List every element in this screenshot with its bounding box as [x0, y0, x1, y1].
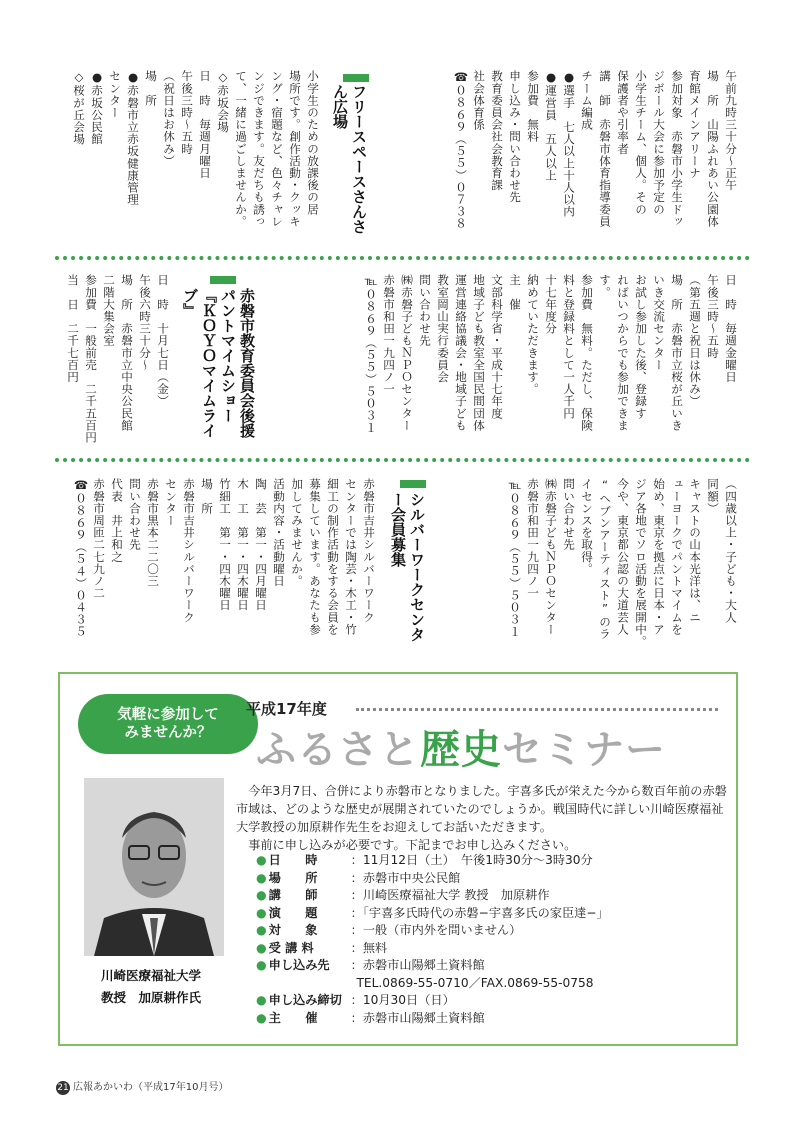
section-marker: [343, 74, 369, 82]
activity-line: 日 時 毎週金曜日: [724, 274, 738, 383]
detail-value: 11月12日（土） 午後1時30分〜3時30分: [362, 853, 593, 867]
pantomime-cast: [506, 478, 740, 656]
silver-line: 代表 井上和之: [110, 478, 124, 563]
dodgeball-line: 教育委員会社会教育課: [490, 70, 504, 191]
silver-line: 木 工 第一・四木曜日: [236, 478, 250, 612]
detail-value: 赤磐市山陽郷土資料館: [362, 958, 485, 972]
dodgeball-line: 午前九時三十分～正午: [724, 70, 738, 191]
dodgeball-line: 保護者や引率者: [616, 70, 630, 155]
invite-bubble: [78, 694, 258, 754]
activity-line: いき交流センター: [652, 274, 666, 371]
pantomime-title: [180, 288, 256, 448]
pantomime-line: 参加費 一般前売 二千五百円: [84, 274, 98, 444]
seminar-box: [58, 672, 738, 1046]
detail-row: [256, 940, 609, 958]
dodgeball-line: 社会体育係: [472, 70, 486, 131]
silver-line: 赤磐市吉井シルバーワーク: [182, 478, 196, 624]
pantomime-line: 当 日 二千七百円: [66, 274, 80, 383]
cast-line: ℡０８６９（５５）５０３１: [508, 478, 522, 638]
cast-line: 同額）: [706, 478, 720, 515]
dodgeball-line: ●運営員 五人以上: [544, 70, 558, 182]
cast-line: 始め、東京を拠点に日本・ア: [652, 478, 666, 636]
silver-title: [388, 492, 426, 652]
detail-row: [256, 1010, 609, 1028]
activity-line: 午後三時～五時: [706, 274, 720, 359]
detail-colon: ：: [350, 870, 363, 885]
detail-row: [256, 992, 609, 1010]
page-footer: [56, 1078, 228, 1095]
cast-line: ジア各地でソロ活動を展開中。: [634, 478, 648, 648]
photo-caption: 教授 加原耕作氏: [100, 990, 201, 1005]
freespace-line: センター: [108, 70, 122, 119]
bullet-icon: ●: [256, 905, 267, 920]
freespace-line: （祝日はお休み）: [162, 70, 176, 167]
dotted-rule: [356, 708, 718, 711]
freespace-title-line: フリースペース: [350, 84, 368, 189]
title-post: セミナー: [502, 727, 666, 773]
detail-colon: ：: [350, 1010, 363, 1025]
dodgeball-line: 参加対象 赤磐市小学生ドッ: [670, 70, 684, 228]
freespace-line: て、一緒に過ごしませんか。: [234, 70, 248, 228]
silver-line: 募集しています。あなたも参: [308, 478, 322, 636]
activity-line: す。: [598, 274, 612, 299]
activity-line: 場 所 赤磐市立桜が丘いき: [670, 274, 684, 432]
pantomime-body: [52, 274, 172, 444]
freespace-line: ンジできます。友だちも誘っ: [252, 70, 266, 228]
activity-line: ㈱赤磐子どもＮＰＯセンター: [400, 274, 414, 432]
detail-row: [256, 975, 609, 993]
seminar-intro: [236, 782, 730, 854]
bubble-line: みませんか？: [124, 725, 212, 741]
cast-line: ューヨークでパントマイムを: [670, 478, 684, 636]
divider: [55, 458, 750, 462]
cast-line: ㈱赤磐子どもＮＰＯセンター: [544, 478, 558, 636]
activity-line: お試し参加した後、登録す: [634, 274, 648, 420]
freespace-body: [52, 70, 322, 270]
freespace-line: ●赤坂公民館: [90, 70, 104, 145]
detail-colon: ：: [350, 905, 363, 920]
silver-line: 赤磐市黒本二二〇三: [146, 478, 160, 587]
bullet-icon: ●: [256, 853, 267, 867]
detail-colon: ：: [350, 940, 363, 955]
dodgeball-line: 講 師 赤磐市体育指導委員: [598, 70, 612, 228]
detail-label: 場 所: [268, 870, 318, 885]
freespace-title: [330, 84, 368, 244]
dodgeball-line: ●選手 七人以上十人以内: [562, 70, 576, 218]
dodgeball-line: 申し込み・問い合わせ先: [508, 70, 522, 204]
seminar-title: [256, 718, 666, 775]
detail-label: 講 師: [268, 888, 318, 902]
silver-line: ☎０８６９（５４）０４３５: [74, 478, 88, 638]
silver-body: [52, 478, 378, 656]
section-marker: [400, 480, 426, 488]
activity-line: 文部科学省・平成十七年度: [490, 274, 504, 420]
divider: [55, 256, 750, 260]
activity-line: 十七年度分: [544, 274, 558, 335]
intro-note: 事前に申し込みが必要です。下記までお申し込みください。: [248, 838, 577, 852]
freespace-line: 午後三時～五時: [180, 70, 194, 155]
activity-line: 教室岡山実行委員会: [436, 274, 450, 383]
detail-label: 対 象: [268, 923, 318, 937]
silver-line: 赤磐市周匝二七九ノ二: [92, 478, 106, 599]
footer-text: 広報あかいわ（平成17年10月号）: [73, 1082, 229, 1093]
bullet-icon: ●: [256, 870, 267, 885]
detail-value: 赤磐市中央公民館: [362, 870, 461, 885]
title-highlight: 歴史: [420, 727, 502, 773]
dodgeball-line: 参加費 無料: [526, 70, 540, 143]
intro-paragraph: 今年3月7日、合併により赤磐市となりました。宇喜多氏が栄えた今から数百年前の赤磐市域は、どのような歴史が展開されていたのでしょうか。戦国時代に詳しい川崎医療福祉大学教授の加原耕作先生をお迎えしてお話いただきます。: [236, 784, 727, 834]
activity-line: 問い合わせ先: [418, 274, 432, 347]
cast-line: キャストの山本光洋は、ニ: [688, 478, 702, 624]
pantomime-line: 日 時 十月七日（金）: [156, 274, 170, 408]
activity-line: 納めていただきます。: [526, 274, 540, 395]
activity-line: 主 催: [508, 274, 522, 311]
freespace-line: 場所です。創作活動・クッキ: [288, 70, 302, 228]
page-number: 21: [57, 1083, 69, 1093]
detail-row: [256, 905, 609, 923]
dodgeball-details: [452, 70, 740, 270]
activity-line: 参加費 無料。ただし、保険: [580, 274, 594, 432]
pantomime-title-line: 赤磐市教育委員会後援: [238, 288, 256, 438]
silver-line: 細工の制作活動をする会員を: [326, 478, 340, 636]
silver-line: 陶 芸 第一・四月曜日: [254, 478, 268, 612]
dodgeball-line: ☎０８６９（５５）０７３８: [454, 70, 468, 230]
detail-value: 川崎医療福祉大学 教授 加原耕作: [362, 888, 550, 902]
photo-caption: 川崎医療福祉大学: [100, 968, 201, 983]
seminar-year: 平成17年度: [246, 700, 327, 718]
title-pre: ふるさと: [256, 727, 420, 773]
freespace-title-line: さんさん広場: [331, 84, 368, 234]
section-marker: [210, 276, 236, 284]
detail-label: 日 時: [268, 853, 318, 867]
activity-line: （第五週と祝日は休み）: [688, 274, 702, 408]
bullet-icon: ●: [256, 958, 267, 972]
silver-line: 問い合わせ先: [128, 478, 142, 551]
bubble-line: 気軽に参加して: [117, 707, 219, 723]
detail-row: [256, 887, 609, 905]
bullet-icon: ●: [256, 993, 267, 1007]
detail-label: 主 催: [268, 1010, 318, 1025]
freespace-line: ◇赤坂会場: [216, 70, 230, 133]
cast-line: 赤磐市和田一九四ノ一: [526, 478, 540, 599]
activity-line: 赤磐市和田一九四ノ一: [382, 274, 396, 395]
cast-line: イセンスを取得。: [580, 478, 594, 575]
cast-line: 問い合わせ先: [562, 478, 576, 551]
dodgeball-line: 育館メインアリーナ: [688, 70, 702, 179]
detail-row: [256, 922, 609, 940]
silver-line: 加してみませんか。: [290, 478, 304, 587]
detail-colon: ：: [350, 888, 363, 902]
detail-row: [256, 852, 609, 870]
freespace-line: ング・宿題など、色々チャレ: [270, 70, 284, 228]
silver-line: センター: [164, 478, 178, 527]
bullet-icon: ●: [256, 888, 267, 902]
detail-colon: ：: [350, 958, 363, 972]
freespace-line: ●赤磐市立赤坂健康管理: [126, 70, 140, 206]
bullet-icon: [256, 976, 260, 990]
cast-line: 今や、東京都公認の大道芸人: [616, 478, 630, 636]
detail-label: 受 講 料: [268, 940, 314, 955]
bullet-icon: ●: [256, 1010, 267, 1025]
activity-line: 料と登録料として一人千円: [562, 274, 576, 420]
freespace-line: 場 所: [144, 70, 158, 107]
detail-label: 演 題: [268, 905, 318, 920]
silver-line: 活動内容・活動曜日: [272, 478, 286, 587]
detail-value: 赤磐市山陽郷土資料館: [362, 1010, 485, 1025]
pantomime-line: 二階大集会室: [102, 274, 116, 347]
pantomime-line: 午後六時三十分～: [138, 274, 152, 371]
pantomime-title-line: 『ＫＯＹＯマイムライブ』: [181, 288, 218, 438]
bullet-icon: ●: [256, 923, 267, 937]
pantomime-line: 場 所 赤磐市立中央公民館: [120, 274, 134, 432]
detail-row: [256, 870, 609, 888]
detail-colon: ：: [350, 923, 363, 937]
detail-value: 一般（市内外を問いません）: [362, 923, 522, 937]
cast-line: “ヘブンアーティスト”のラ: [598, 478, 612, 641]
detail-colon: ：: [350, 993, 363, 1007]
detail-colon: ：: [350, 853, 363, 867]
dodgeball-line: 小学生チーム、個人。その: [634, 70, 648, 216]
cast-line: （四歳以上・子ども・大人: [724, 478, 738, 624]
freespace-line: 日 時 毎週月曜日: [198, 70, 212, 179]
dodgeball-line: チーム編成: [580, 70, 594, 131]
dodgeball-line: ジボール大会に参加予定の: [652, 70, 666, 216]
silver-line: 赤磐市吉井シルバーワーク: [362, 478, 376, 624]
silver-line: 竹細工 第一・四木曜日: [218, 478, 232, 612]
detail-value: 無料: [362, 940, 388, 955]
detail-colon: [344, 976, 356, 990]
silver-title-line: センター会員募集: [389, 492, 426, 642]
portrait-image: [84, 778, 224, 956]
detail-label: 申し込み締切: [268, 993, 342, 1007]
freespace-line: ◇桜が丘会場: [72, 70, 86, 145]
detail-value: 10月30日（日）: [362, 993, 455, 1007]
activity-line: 地域子ども教室全国民間団体: [472, 274, 486, 432]
silver-line: センターでは陶芸・木工・竹: [344, 478, 358, 636]
activity-line: ℡０８６９（５５）５０３１: [364, 274, 378, 434]
freespace-line: 小学生のための放課後の居: [306, 70, 320, 216]
detail-value: TEL.0869-55-0710／FAX.0869-55-0758: [356, 975, 594, 990]
bullet-icon: ●: [256, 940, 267, 955]
detail-label: 申し込み先: [268, 958, 330, 972]
pantomime-title-line: パントマイムショー: [219, 288, 237, 423]
silver-title-line: シルバーワーク: [408, 492, 426, 597]
detail-value: 「宇喜多氏時代の赤磐−宇喜多氏の家臣達−」: [362, 905, 609, 920]
dodgeball-line: 場 所 山陽ふれあい公園体: [706, 70, 720, 228]
detail-row: [256, 957, 609, 975]
silver-line: 場 所: [200, 478, 214, 515]
activity-line: ればいつからでも参加できま: [616, 274, 630, 432]
activity-details: [362, 274, 740, 452]
lecturer-photo: [84, 778, 224, 956]
seminar-details: [256, 852, 609, 1027]
activity-line: 運営連絡協議会・地域子ども: [454, 274, 468, 432]
